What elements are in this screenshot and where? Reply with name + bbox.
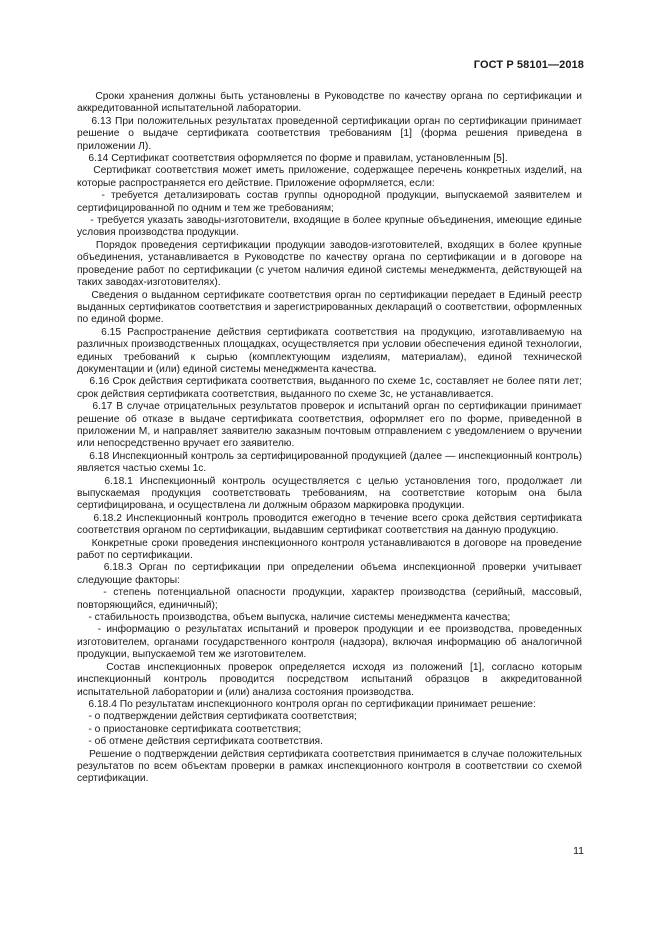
standard-designation: ГОСТ Р 58101—2018 [473,59,584,71]
paragraph-inspection-composition: Состав инспекционных проверок определяется исходя из положений [1], согласно которым инспекционный контроль проводится посредством испытаний образцов в аккредитованной испытательной лаборатории и (или) анализа состояния производства. [77,661,582,698]
paragraph-certificate-annex: Сертификат соответствия может иметь приложение, содержащее перечень конкретных изделий, на которые распространяется его действие. Приложение оформляется, если: [77,165,582,189]
list-item: - стабильность производства, объем выпуска, наличие системы менеджмента качества; [77,612,511,624]
paragraph-6-18: 6.18 Инспекционный контроль за сертифицированной продукцией (далее — инспекционный контроль) является частью схемы 1с. [77,450,582,475]
paragraph-retention-periods: Сроки хранения должны быть установлены в Руководстве по качеству органа по сертификации и аккредитованной испытательной лаборатории. [77,91,582,115]
paragraph-6-17: 6.17 В случае отрицательных результатов проверок и испытаний орган по сертификации принимает решение об отказе в выдаче сертификата соответствия, оформляет его по форме, приведенной в приложении М, и направляет заявителю заказным почтовым отправлением с уведомлением о вручении или непосредственно вручает его заявителю. [77,401,582,450]
list-item: - о приостановке сертификата соответствия; [77,723,302,735]
list-item: - требуется указать заводы-изготовители, входящие в более крупные объединения, имеющие единые условия производства продукции. [77,215,582,239]
list-item: - степень потенциальной опасности продукции, характер производства (серийный, массовый, повторяющийся, единичный); [77,587,582,611]
paragraph-6-16: 6.16 Срок действия сертификата соответствия, выданного по схеме 1с, составляет не более пяти лет; срок действия сертификата соответствия, выданного по схеме 3с, не устанавливается. [77,376,582,400]
paragraph-6-18-1: 6.18.1 Инспекционный контроль осуществляется с целью установления того, продолжает ли выпускаемая продукция соответствовать требованиям, на соответствие которым она была сертифицирована, и осуществлена ли должным образом маркировка продукции. [77,475,582,512]
list-item: - об отмене действия сертификата соответствия. [77,736,323,748]
paragraph-6-18-3: 6.18.3 Орган по сертификации при определении объема инспекционной проверки учитывает следующие факторы: [77,562,582,586]
paragraph-6-14: 6.14 Сертификат соответствия оформляется по форме и правилам, установленным [5]. [77,153,508,165]
body-text [77,91,582,786]
paragraph-certification-procedure: Порядок проведения сертификации продукции заводов-изготовителей, входящих в более крупные объединения, устанавливается в Руководстве по качеству органа по сертификации и в договоре на проведение работ по сертификации (с учетом наличия единой системы менеджмента, действующей на таких заводах-изготовителях). [77,239,582,289]
paragraph-6-18-2: 6.18.2 Инспекционный контроль проводится ежегодно в течение всего срока действия сертификата соответствия органом по сертификации, выдавшим сертификат соответствия на данную продукцию. [77,512,582,537]
paragraph-6-18-4: 6.18.4 По результатам инспекционного контроля орган по сертификации принимает решение: [77,698,536,710]
paragraph-inspection-dates: Конкретные сроки проведения инспекционного контроля устанавливаются в договоре на проведение работ по сертификации. [77,537,582,562]
list-item: - информацию о результатах испытаний и проверок продукции и ее производства, проведенных изготовителем, органами государственного контроля (надзора), включая информацию об аналогичной продукции, выпускаемой тем же изготовителем. [77,624,582,661]
paragraph-registry-info: Сведения о выданном сертификате соответствия орган по сертификации передает в Единый реестр выданных сертификатов соответствия и зарегистрированных деклараций о соответствии, оформленных по единой форме. [77,289,582,326]
list-item: - требуется детализировать состав группы однородной продукции, выпускаемой заявителем и сертифицированной по одним и тем же требованиям; [77,190,582,214]
page-number: 11 [573,845,584,857]
paragraph-confirmation-decision: Решение о подтверждении действия сертификата соответствия принимается в случае положительных результатов по всем объектам проверки в рамках инспекционного контроля в соответствии со схемой сертификации. [77,748,582,785]
paragraph-6-15: 6.15 Распространение действия сертификата соответствия на продукцию, изготавливаемую на различных производственных площадках, осуществляется при условии обеспечения единой технологии, единых требований к сырью (комплектующим изделиям, материалам), единой технической документации и (или) единой системы менеджмента качества. [77,326,582,375]
paragraph-6-13: 6.13 При положительных результатах проведенной сертификации орган по сертификации принимает решение о выдаче сертификата соответствия требованиям [1] (форма решения приведена в приложении Л). [77,115,582,152]
list-item: - о подтверждении действия сертификата соответствия; [77,711,357,723]
